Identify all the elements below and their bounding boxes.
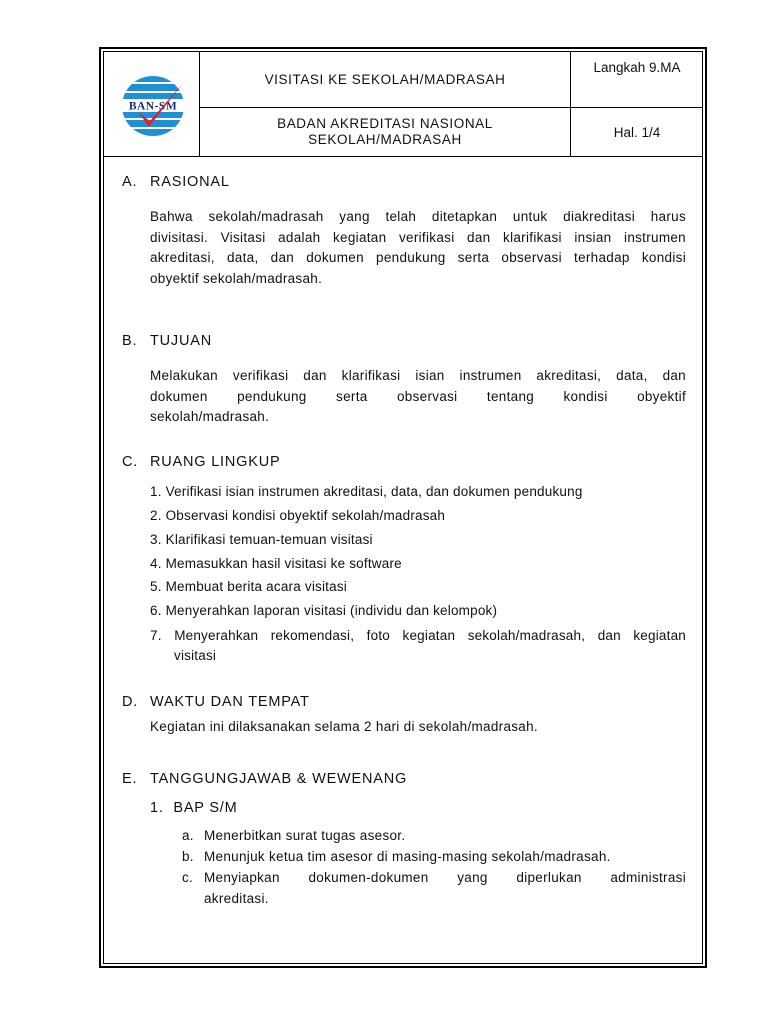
page-number: Hal. 1/4 — [613, 124, 661, 140]
section-b-line: dokumen pendukung serta observasi tentang kondisi obyektif — [150, 388, 686, 404]
list-item: 4. Memasukkan hasil visitasi ke software — [150, 556, 402, 571]
section-b-title: TUJUAN — [150, 333, 212, 349]
section-c-letter: C. — [122, 454, 139, 470]
list-item: 3. Klarifikasi temuan-temuan visitasi — [150, 532, 373, 547]
sub-item-text: Menunjuk ketua tim asesor di masing-masing sekolah/madrasah. — [204, 849, 611, 864]
section-c-title: RUANG LINGKUP — [150, 454, 281, 470]
step-number: Langkah 9.MA — [571, 51, 703, 108]
sub-item — [182, 867, 686, 909]
section-a-line: Bahwa sekolah/madrasah yang telah ditetapkan untuk diakreditasi harus — [150, 209, 686, 224]
section-b-paragraph — [150, 366, 686, 428]
issuing-body-line1: BADAN AKREDITASI NASIONAL — [277, 116, 493, 131]
list-item: 6. Menyerahkan laporan visitasi (individu dan kelompok) — [150, 603, 498, 618]
sub-item-text-continuation: akreditasi. — [204, 891, 269, 906]
section-a-line: divisitasi. Visitasi adalah kegiatan verifikasi dan klarifikasi insian instrumen — [150, 229, 686, 245]
list-item: 5. Membuat berita acara visitasi — [150, 579, 347, 594]
sub-item-label: b. — [182, 849, 194, 864]
section-a-title: RASIONAL — [150, 174, 230, 190]
sub-item — [182, 825, 686, 846]
ban-sm-logo — [103, 51, 200, 156]
sub-item-text: Menyiapkan dokumen-dokumen yang diperlukan administrasi — [204, 870, 686, 885]
document-title: VISITASI KE SEKOLAH/MADRASAH — [200, 51, 570, 108]
logo-lettering: BAN-SM — [128, 100, 178, 113]
section-e-letter: E. — [122, 771, 138, 787]
section-d-title: WAKTU DAN TEMPAT — [150, 694, 310, 710]
section-a-line: obyektif sekolah/madrasah. — [150, 270, 323, 286]
issuing-body-line2: SEKOLAH/MADRASAH — [308, 132, 462, 147]
list-item-continuation: visitasi — [174, 648, 217, 663]
document-header — [103, 51, 703, 157]
sub-item-label: c. — [182, 870, 194, 885]
section-d-text: Kegiatan ini dilaksanakan selama 2 hari di sekolah/madrasah. — [150, 719, 538, 734]
section-e-subtitle: 1. BAP S/M — [150, 800, 238, 816]
section-a-line: akreditasi, data, dan dokumen pendukung serta observasi terhadap kondisi — [150, 250, 686, 265]
side-cell — [571, 51, 703, 156]
section-d-letter: D. — [122, 694, 139, 710]
section-b-line: Melakukan verifikasi dan klarifikasi isian instrumen akreditasi, data, dan — [150, 368, 686, 383]
list-item: 2. Observasi kondisi obyektif sekolah/madrasah — [150, 508, 446, 523]
title-cell — [200, 51, 571, 156]
section-a-paragraph — [150, 207, 686, 289]
section-b-line: sekolah/madrasah. — [150, 409, 270, 424]
section-e-title: TANGGUNGJAWAB & WEWENANG — [150, 771, 408, 787]
issuing-body — [200, 108, 570, 156]
list-item: 7. Menyerahkan rekomendasi, foto kegiatan sekolah/madrasah, dan kegiatan — [150, 628, 686, 643]
section-b-letter: B. — [122, 333, 138, 349]
section-a-letter: A. — [122, 174, 138, 190]
list-item: 1. Verifikasi isian instrumen akreditasi, data, dan dokumen pendukung — [150, 484, 583, 499]
logo-cell — [103, 51, 200, 156]
sub-item-label: a. — [182, 828, 194, 843]
sub-item — [182, 846, 686, 867]
sub-item-text: Menerbitkan surat tugas asesor. — [204, 828, 406, 843]
